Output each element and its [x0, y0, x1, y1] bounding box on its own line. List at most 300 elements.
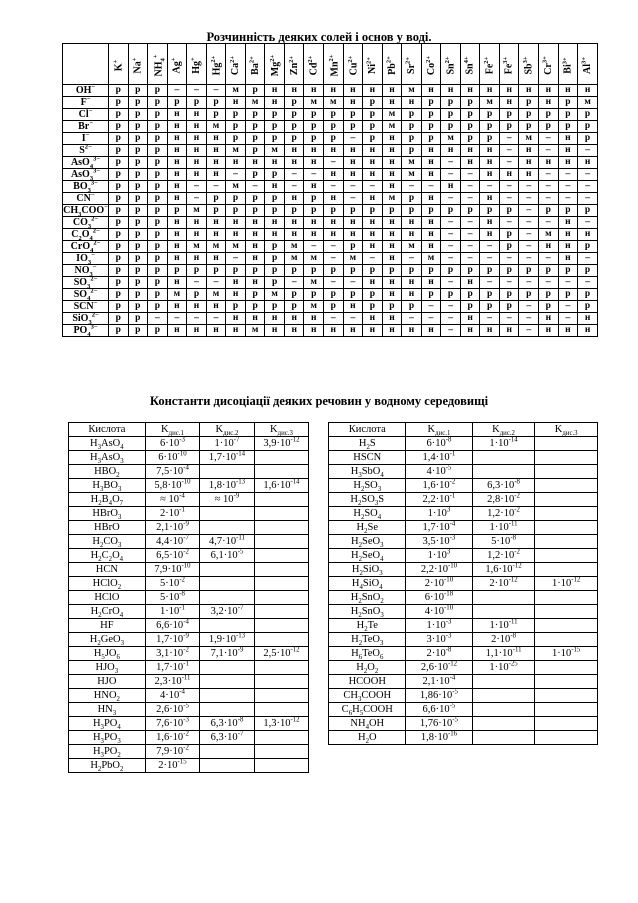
kd-cell-k1: $1,86\cdot 10^{-5}$ [406, 689, 473, 703]
solubility-cell: н [363, 193, 383, 205]
solubility-cell: р [128, 289, 148, 301]
solubility-cell: м [382, 121, 402, 133]
solubility-cell: р [206, 265, 226, 277]
kd-row [69, 647, 598, 661]
solubility-cell: н [558, 253, 578, 265]
kd-cell-a: HCN [69, 563, 146, 577]
solubility-cell: р [324, 133, 344, 145]
solubility-cell: р [128, 193, 148, 205]
solubility-cell: н [519, 157, 539, 169]
solubility-cell: – [402, 313, 422, 325]
solubility-cell: р [109, 325, 129, 337]
kd-cell-a: HClO$_2$ [69, 577, 146, 591]
solubility-cell: – [167, 313, 187, 325]
kd-cell-k2: $2\cdot 10^{-12}$ [472, 577, 535, 591]
solubility-cell: н [363, 217, 383, 229]
kd-cell-k1: $3,1\cdot 10^{-2}$ [145, 647, 200, 661]
kd-cell-k1: $7,5\cdot 10^{-4}$ [145, 465, 200, 479]
kd-empty [406, 759, 473, 773]
solubility-cell: – [343, 277, 363, 289]
solubility-cell: н [382, 169, 402, 181]
kd-cell-k1: $2,3\cdot 10^{-11}$ [145, 675, 200, 689]
solubility-cell: – [441, 157, 461, 169]
solubility-cell: р [539, 289, 559, 301]
solubility-cell: н [558, 241, 578, 253]
solubility-cell: н [578, 229, 598, 241]
solubility-cell: – [539, 169, 559, 181]
kd-cell-k2 [200, 591, 255, 605]
kd-cell-k2: $6,3\cdot 10^{-8}$ [472, 479, 535, 493]
solubility-cell: р [343, 205, 363, 217]
kd-row [69, 535, 598, 549]
solubility-cell: н [265, 157, 285, 169]
solubility-cell: – [578, 253, 598, 265]
kd-cell-k3 [254, 675, 309, 689]
solubility-cell: р [109, 301, 129, 313]
solubility-cell: н [226, 325, 246, 337]
solubility-cell: р [148, 289, 168, 301]
kd-header: $K_{дис.1}$ [406, 423, 473, 437]
solubility-cell: р [109, 181, 129, 193]
kd-empty [329, 759, 406, 773]
solubility-cell: н [382, 97, 402, 109]
solubility-cell: р [265, 121, 285, 133]
solubility-cell: – [363, 181, 383, 193]
solubility-cell: р [343, 109, 363, 121]
solubility-cell: м [304, 301, 324, 313]
kd-gap [309, 423, 329, 437]
solubility-cell: н [363, 157, 383, 169]
kd-cell-k3 [254, 633, 309, 647]
cation-header: $Zn^{2+}$ [284, 44, 304, 85]
solubility-cell: – [558, 181, 578, 193]
kd-cell-a: $NH_4OH$ [329, 717, 406, 731]
solubility-cell: р [265, 109, 285, 121]
kd-gap [309, 605, 329, 619]
solubility-cell: р [519, 97, 539, 109]
kd-cell-k1: $5\cdot 10^{-8}$ [145, 591, 200, 605]
solubility-cell: р [558, 265, 578, 277]
kd-header-row [69, 423, 598, 437]
kd-cell-a: $H_2SO_3S$ [329, 493, 406, 507]
solubility-cell: р [245, 133, 265, 145]
dissociation-title: Константи дисоціації деяких речовин у водному середовищі [149, 394, 489, 408]
solubility-cell: н [187, 145, 207, 157]
solubility-cell: р [558, 121, 578, 133]
solubility-cell: р [245, 169, 265, 181]
kd-row [69, 745, 598, 759]
solubility-cell: р [558, 205, 578, 217]
solubility-cell: н [421, 157, 441, 169]
solubility-cell: – [558, 301, 578, 313]
solubility-cell: н [167, 301, 187, 313]
solubility-cell: – [284, 277, 304, 289]
kd-cell-k1: $1\cdot 10^3$ [406, 549, 473, 563]
kd-cell-k2 [200, 703, 255, 717]
solubility-cell: – [324, 157, 344, 169]
kd-gap [309, 745, 329, 759]
solubility-cell: н [558, 217, 578, 229]
solubility-cell: р [148, 109, 168, 121]
kd-cell-a: $HN_3$ [69, 703, 146, 717]
solubility-cell: р [148, 121, 168, 133]
kd-cell-k3 [535, 437, 598, 451]
anion-label: SCN− [63, 301, 109, 313]
solubility-cell: – [284, 181, 304, 193]
solubility-cell: н [343, 97, 363, 109]
kd-cell-k2: $4,7\cdot 10^{-11}$ [200, 535, 255, 549]
kd-cell-k3 [535, 465, 598, 479]
cation-header: $Fe^{2+}$ [480, 44, 500, 85]
solubility-cell: р [460, 265, 480, 277]
kd-row [69, 591, 598, 605]
solubility-cell: – [480, 241, 500, 253]
solubility-cell: р [284, 301, 304, 313]
solubility-cell: – [480, 253, 500, 265]
solubility-cell: н [284, 85, 304, 97]
solubility-cell: – [187, 193, 207, 205]
cation-header: $Fe^{3+}$ [499, 44, 519, 85]
solubility-cell: м [382, 109, 402, 121]
solubility-cell: – [558, 193, 578, 205]
solubility-cell: р [284, 289, 304, 301]
kd-cell-k1: $2\cdot 10^{-10}$ [406, 577, 473, 591]
solubility-cell: р [402, 109, 422, 121]
solubility-cell: – [499, 145, 519, 157]
solubility-cell: н [324, 193, 344, 205]
kd-cell-a: $H_2O_2$ [329, 661, 406, 675]
solubility-cell: н [441, 181, 461, 193]
kd-row [69, 689, 598, 703]
cation-header: $Bi^{3+}$ [558, 44, 578, 85]
solubility-cell: р [441, 121, 461, 133]
kd-cell-a: $H_3BO_3$ [69, 479, 146, 493]
solubility-cell: – [460, 217, 480, 229]
solubility-cell: р [499, 241, 519, 253]
solubility-cell: р [148, 217, 168, 229]
solubility-row [63, 277, 598, 289]
solubility-row [63, 169, 598, 181]
kd-cell-a: $H_2SnO_2$ [329, 591, 406, 605]
solubility-cell: н [363, 85, 383, 97]
solubility-cell: н [343, 301, 363, 313]
solubility-cell: м [226, 85, 246, 97]
solubility-cell: р [109, 145, 129, 157]
kd-gap [309, 717, 329, 731]
kd-cell-k2 [200, 689, 255, 703]
kd-cell-k3 [254, 703, 309, 717]
kd-header: $K_{дис.2}$ [200, 423, 255, 437]
solubility-cell: н [245, 241, 265, 253]
solubility-cell: р [421, 205, 441, 217]
kd-cell-k3 [535, 633, 598, 647]
kd-cell-a: $H_2SO_4$ [329, 507, 406, 521]
solubility-cell: – [226, 253, 246, 265]
cation-header: $Cu^{2+}$ [343, 44, 363, 85]
solubility-cell: – [206, 181, 226, 193]
solubility-cell: р [304, 133, 324, 145]
kd-cell-k3 [254, 521, 309, 535]
solubility-cell: – [499, 253, 519, 265]
kd-cell-k2: $1,8\cdot 10^{-13}$ [200, 479, 255, 493]
kd-cell-k1: $1\cdot 10^{-3}$ [406, 619, 473, 633]
solubility-cell: – [206, 85, 226, 97]
kd-cell-a: $H_3PO_2$ [69, 745, 146, 759]
kd-gap [309, 661, 329, 675]
solubility-row [63, 145, 598, 157]
kd-cell-a: $H_2SeO_4$ [329, 549, 406, 563]
solubility-cell: – [539, 217, 559, 229]
kd-cell-k3 [254, 605, 309, 619]
kd-cell-k1: $6\cdot 10^{-3}$ [145, 437, 200, 451]
solubility-cell: р [128, 217, 148, 229]
solubility-cell: м [382, 193, 402, 205]
solubility-cell: – [421, 301, 441, 313]
solubility-cell: р [148, 145, 168, 157]
kd-empty [535, 759, 598, 773]
solubility-cell: н [284, 229, 304, 241]
solubility-cell: н [578, 85, 598, 97]
solubility-cell: – [245, 181, 265, 193]
solubility-cell: р [363, 97, 383, 109]
kd-cell-a: $HBO_2$ [69, 465, 146, 479]
kd-cell-k3 [254, 759, 309, 773]
solubility-cell: р [245, 193, 265, 205]
cation-header: $Ni^{2+}$ [363, 44, 383, 85]
solubility-cell: н [382, 253, 402, 265]
kd-cell-a: $H_5JO_6$ [69, 647, 146, 661]
kd-cell-k2: $1\cdot 10^{-11}$ [472, 521, 535, 535]
solubility-cell: р [402, 301, 422, 313]
solubility-cell: р [578, 301, 598, 313]
kd-cell-k3 [535, 689, 598, 703]
solubility-cell: р [148, 133, 168, 145]
solubility-cell: р [539, 109, 559, 121]
solubility-cell: р [226, 193, 246, 205]
solubility-cell: р [265, 241, 285, 253]
solubility-cell: р [148, 157, 168, 169]
solubility-cell: н [324, 145, 344, 157]
kd-cell-k2 [200, 563, 255, 577]
kd-cell-a: $C_6H_5COOH$ [329, 703, 406, 717]
solubility-cell: н [382, 85, 402, 97]
solubility-cell: р [499, 289, 519, 301]
kd-cell-k3 [535, 493, 598, 507]
solubility-cell: р [578, 289, 598, 301]
solubility-cell: р [265, 193, 285, 205]
kd-cell-k1: $2,1\cdot 10^{-9}$ [145, 521, 200, 535]
solubility-cell: – [441, 313, 461, 325]
solubility-cell: м [284, 241, 304, 253]
solubility-cell: н [558, 157, 578, 169]
kd-cell-k3 [535, 507, 598, 521]
kd-cell-k3 [535, 535, 598, 549]
solubility-cell: – [499, 313, 519, 325]
kd-cell-k2 [472, 465, 535, 479]
cation-header: $Cr^{3+}$ [539, 44, 559, 85]
solubility-cell: р [363, 121, 383, 133]
solubility-cell: н [206, 145, 226, 157]
kd-cell-k3: $1\cdot 10^{-15}$ [535, 647, 598, 661]
solubility-cell: н [245, 277, 265, 289]
anion-label: $NO_3^-$ [63, 265, 109, 277]
solubility-cell: н [304, 181, 324, 193]
solubility-cell: р [539, 205, 559, 217]
kd-cell-k3 [254, 451, 309, 465]
solubility-cell: н [480, 217, 500, 229]
solubility-cell: н [499, 169, 519, 181]
solubility-cell: м [421, 253, 441, 265]
solubility-cell: – [578, 193, 598, 205]
solubility-cell: – [343, 181, 363, 193]
solubility-cell: – [441, 217, 461, 229]
solubility-cell: р [109, 85, 129, 97]
kd-cell-k2 [200, 661, 255, 675]
anion-label: $PO_4^{3-}$ [63, 325, 109, 337]
solubility-cell: – [460, 241, 480, 253]
solubility-cell: р [480, 289, 500, 301]
solubility-cell: н [187, 229, 207, 241]
solubility-cell: н [343, 85, 363, 97]
solubility-cell: – [187, 313, 207, 325]
solubility-cell: н [187, 109, 207, 121]
solubility-cell: р [245, 85, 265, 97]
solubility-cell: – [578, 277, 598, 289]
kd-empty [535, 745, 598, 759]
kd-cell-a: HF [69, 619, 146, 633]
kd-cell-k2 [472, 605, 535, 619]
solubility-cell: р [363, 289, 383, 301]
solubility-cell: н [499, 97, 519, 109]
solubility-cell: – [578, 169, 598, 181]
solubility-cell: – [558, 277, 578, 289]
kd-cell-k1: $1,76\cdot 10^{-5}$ [406, 717, 473, 731]
solubility-cell: м [167, 289, 187, 301]
solubility-cell: н [265, 181, 285, 193]
solubility-cell: р [206, 205, 226, 217]
solubility-cell: м [578, 97, 598, 109]
kd-cell-k2 [200, 465, 255, 479]
kd-gap [309, 535, 329, 549]
solubility-cell: – [499, 181, 519, 193]
solubility-cell: р [226, 265, 246, 277]
kd-cell-a: $H_6TeO_6$ [329, 647, 406, 661]
kd-gap [309, 465, 329, 479]
kd-empty [472, 759, 535, 773]
solubility-cell: н [226, 157, 246, 169]
kd-row [69, 661, 598, 675]
kd-cell-k1: $3\cdot 10^{-3}$ [406, 633, 473, 647]
solubility-cell: м [226, 181, 246, 193]
solubility-cell: м [402, 85, 422, 97]
kd-cell-k2: $5\cdot 10^{-8}$ [472, 535, 535, 549]
solubility-cell: р [578, 121, 598, 133]
solubility-cell: – [226, 169, 246, 181]
solubility-cell: н [421, 217, 441, 229]
kd-cell-k3 [535, 549, 598, 563]
kd-cell-k2 [200, 619, 255, 633]
solubility-cell: н [187, 121, 207, 133]
solubility-cell: н [460, 313, 480, 325]
solubility-cell: н [324, 325, 344, 337]
cation-header: $Sn^{2+}$ [441, 44, 461, 85]
kd-gap [309, 591, 329, 605]
solubility-cell: н [187, 253, 207, 265]
solubility-cell: н [324, 217, 344, 229]
solubility-cell: р [128, 97, 148, 109]
solubility-cell: р [226, 133, 246, 145]
solubility-cell: н [304, 313, 324, 325]
solubility-cell: – [324, 241, 344, 253]
solubility-cell: – [441, 325, 461, 337]
kd-cell-k3 [254, 661, 309, 675]
solubility-cell: н [245, 217, 265, 229]
solubility-row [63, 289, 598, 301]
kd-cell-a: $H_3AsO_3$ [69, 451, 146, 465]
solubility-cell: р [109, 313, 129, 325]
cation-header: $Sn^{4+}$ [460, 44, 480, 85]
kd-cell-k1: $2,1\cdot 10^{-4}$ [406, 675, 473, 689]
solubility-cell: р [128, 277, 148, 289]
solubility-cell: н [402, 325, 422, 337]
kd-cell-k3 [254, 563, 309, 577]
cation-header-row [63, 44, 598, 85]
kd-cell-k2: $1,9\cdot 10^{-13}$ [200, 633, 255, 647]
solubility-cell: н [226, 217, 246, 229]
solubility-cell: р [382, 205, 402, 217]
solubility-row [63, 85, 598, 97]
solubility-cell: н [187, 301, 207, 313]
solubility-cell: н [206, 157, 226, 169]
solubility-cell: р [167, 205, 187, 217]
solubility-cell: р [128, 169, 148, 181]
solubility-cell: р [284, 265, 304, 277]
solubility-cell: н [245, 253, 265, 265]
kd-cell-k1: $6,5\cdot 10^{-2}$ [145, 549, 200, 563]
solubility-cell: н [421, 325, 441, 337]
solubility-row [63, 193, 598, 205]
solubility-cell: р [245, 145, 265, 157]
solubility-cell: р [265, 253, 285, 265]
solubility-cell: р [441, 109, 461, 121]
kd-cell-a: HBrO$_3$ [69, 507, 146, 521]
solubility-cell: м [187, 205, 207, 217]
solubility-cell: – [558, 169, 578, 181]
solubility-cell: – [578, 217, 598, 229]
solubility-cell: р [109, 193, 129, 205]
kd-cell-k2: $6,3\cdot 10^{-7}$ [200, 731, 255, 745]
anion-label: $SO_4^{2-}$ [63, 289, 109, 301]
kd-gap [309, 633, 329, 647]
solubility-row [63, 313, 598, 325]
solubility-cell: н [460, 85, 480, 97]
kd-header: Кислота [69, 423, 146, 437]
kd-cell-k3 [535, 521, 598, 535]
solubility-cell: н [343, 157, 363, 169]
solubility-cell: н [265, 217, 285, 229]
kd-cell-k2: $6,3\cdot 10^{-8}$ [200, 717, 255, 731]
kd-cell-k2: $1,1\cdot 10^{-11}$ [472, 647, 535, 661]
solubility-cell: н [206, 253, 226, 265]
solubility-cell: р [265, 169, 285, 181]
kd-gap [309, 521, 329, 535]
solubility-cell: р [402, 133, 422, 145]
solubility-cell: м [206, 241, 226, 253]
solubility-cell: н [441, 85, 461, 97]
kd-row [69, 549, 598, 563]
kd-cell-k2 [200, 759, 255, 773]
solubility-cell: р [421, 133, 441, 145]
